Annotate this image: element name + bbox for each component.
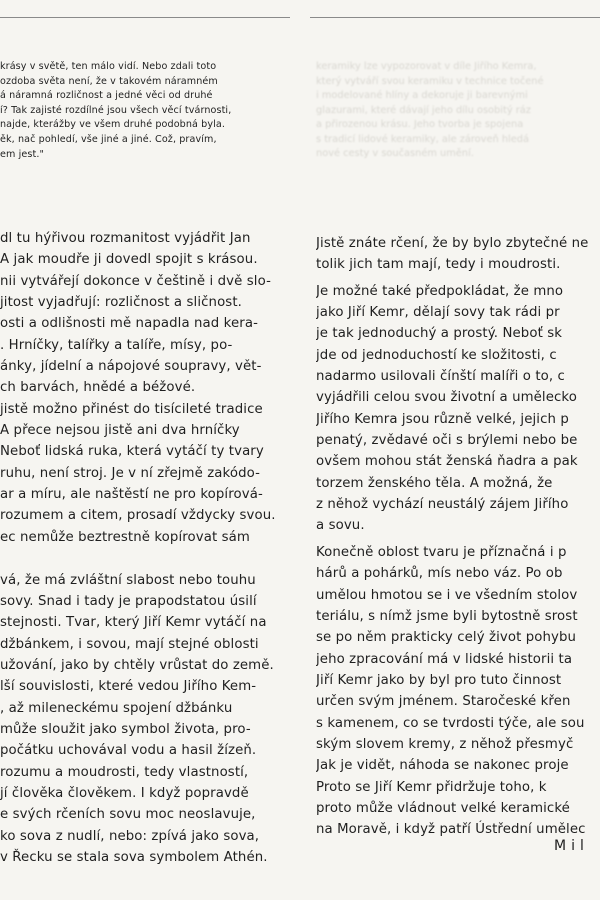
top-rule-left <box>0 17 290 18</box>
text-line: Konečně oblost tvaru je příznačná i p <box>316 544 567 560</box>
quote-line: krásy v světě, ten málo vidí. Nebo zdali toto <box>0 61 217 72</box>
bleed-line: s tradicí lidové keramiky, ale zároveň hledá <box>316 133 529 145</box>
quote-line: em jest." <box>0 148 44 160</box>
text-line: teriálu, s nímž jsme byli bytostně srost <box>316 608 578 624</box>
text-line <box>0 548 300 569</box>
text-line: rozumem a citem, prosadí vždycky svou. <box>0 508 276 524</box>
text-line: e svých rčeních sovu moc neoslavuje, <box>0 807 256 823</box>
text-line: Proto se Jiří Kemr přidržuje toho, k <box>316 779 547 795</box>
text-line: s kamenem, co se tvrdosti týče, ale sou <box>316 715 585 731</box>
text-line: osti a odlišnosti mě napadla nad kera- <box>0 316 258 332</box>
quote-line: í? Tak zajisté rozdílné jsou všech věcí tvárnosti, <box>0 104 232 116</box>
text-line: dl tu hýřivou rozmanitost vyjádřit Jan <box>0 231 251 246</box>
text-line: jako Jiří Kemr, dělají sovy tak rádi pr <box>316 305 560 321</box>
text-line: tolik jich tam mají, tedy i moudrosti. <box>316 257 561 273</box>
text-line: Neboť lidská ruka, která vytáčí ty tvary <box>0 444 264 460</box>
text-line: rozumu a moudrosti, tedy vlastností, <box>0 764 249 780</box>
bleed-line: a přirozenou krásu. Jeho tvorba je spojena <box>316 119 524 130</box>
text-line: vá, že má zvláštní slabost nebo touhu <box>0 572 256 588</box>
text-line: stejnosti. Tvar, který Jiří Kemr vytáčí na <box>0 615 267 631</box>
text-line: a sovu. <box>316 518 365 534</box>
text-line: se po něm prakticky celý život pohybu <box>316 630 577 646</box>
text-line: umělou hmotou se i ve všedním stolov <box>316 587 578 603</box>
text-line: ec nemůže beztrestně kopírovat sám <box>0 529 250 545</box>
top-rule-right <box>310 17 600 18</box>
text-line: Jistě znáte rčení, že by bylo zbytečné ne <box>316 236 589 251</box>
right-text-column <box>316 233 600 841</box>
quote-line: á náramná rozličnost a jedné věci od druhé <box>0 90 213 102</box>
text-line: vyjádřili celou svou životní a umělecko <box>316 390 577 406</box>
left-text-column <box>0 228 300 868</box>
text-line: ar a míru, ale naštěstí ne pro kopírová- <box>0 487 263 503</box>
text-line: ským slovem kremy, z něhož přesmyč <box>316 736 574 752</box>
text-line: . Hrníčky, talířky a talíře, mísy, po- <box>0 337 233 353</box>
text-line: v Řecku se stala sova symbolem Athén. <box>0 849 268 865</box>
bleed-line: glazurami, které dávají jeho dílu osobitý ráz <box>316 104 531 116</box>
bleed-line: i modelované hlíny a dekoruje ji barevnými <box>316 90 528 101</box>
text-line: jitost vyjadřují: rozličnost a sličnost. <box>0 295 242 311</box>
text-line: Jak je vidět, náhoda se nakonec proje <box>316 758 569 774</box>
quote-block <box>0 60 300 162</box>
text-line: torzem ženského těla. A možná, že <box>316 475 553 491</box>
quote-line: najde, kterážby ve všem druhé podobná byla. <box>0 119 226 131</box>
text-line: , až mileneckému spojení džbánku <box>0 700 233 716</box>
bleed-through-text <box>316 60 600 190</box>
text-line: lší souvislosti, které vedou Jiřího Kem- <box>0 679 257 695</box>
text-line: z něhož vychází neustálý zájem Jiřího <box>316 497 569 513</box>
bleed-line: nové cesty v současném umění. <box>316 148 474 159</box>
text-line: na Moravě, i když patří Ústřední umělec <box>316 822 586 838</box>
text-line: ruhu, není stroj. Je v ní zřejmě zakódo- <box>0 465 261 481</box>
text-line: nii vytvářejí dokonce v češtině i dvě slo- <box>0 273 271 289</box>
text-line: ovšem mohou stát ženská ňadra a pak <box>316 454 578 470</box>
text-line: nadarmo usilovali čínští malíři o to, c <box>316 369 565 385</box>
bleed-line: keramiky lze vypozorovat v díle Jiřího Kemra, <box>316 61 537 72</box>
text-line: jí člověka člověkem. I když popravdě <box>0 785 249 801</box>
quote-line: ozdoba světa není, že v takovém náramném <box>0 75 218 87</box>
text-line: A jak moudře ji dovedl spojit s krásou. <box>0 252 258 268</box>
text-line: určen svým jménem. Staročeské křen <box>316 694 571 710</box>
text-line: ch barvách, hnědé a béžové. <box>0 380 196 396</box>
text-line: sovy. Snad i tady je prapodstatou úsilí <box>0 593 257 609</box>
text-line: Jiřího Kemra jsou různě velké, jejich p <box>316 411 569 427</box>
author-signature: Mil <box>554 838 589 854</box>
text-line: Jiří Kemr jako by byl pro tuto činnost <box>316 672 562 688</box>
text-line: penatý, zvědavé oči s brýlemi nebo be <box>316 433 578 449</box>
text-line: ánky, jídelní a nápojové soupravy, vět- <box>0 359 262 375</box>
text-line: jeho zpracování má v lidské historii ta <box>316 651 573 667</box>
text-line: je tak jednoduchý a prostý. Neboť sk <box>316 326 563 342</box>
text-line: proto může vládnout velké keramické <box>316 800 570 816</box>
text-line: Je možné také předpokládat, že mno <box>316 283 564 299</box>
text-line: užování, jako by chtěly vrůstat do země. <box>0 657 274 673</box>
text-line: počátku uchovával vodu a hasil žízeň. <box>0 743 257 759</box>
text-line: jistě možno přinést do tisícileté tradice <box>0 401 263 417</box>
text-line: hárů a pohárků, mís nebo váz. Po ob <box>316 566 563 582</box>
text-line: A přece nejsou jistě ani dva hrníčky <box>0 423 240 439</box>
text-line: ko sova z nudlí, nebo: zpívá jako sova, <box>0 828 260 844</box>
text-line: džbánkem, i sovou, mají stejné oblosti <box>0 636 259 652</box>
quote-line: ěk, nač pohledí, vše jiné a jiné. Což, pravím, <box>0 133 217 145</box>
text-line: může sloužit jako symbol života, pro- <box>0 721 251 737</box>
text-line: jde od jednoduchostí ke složitosti, c <box>316 347 557 363</box>
bleed-line: který vytváří svou keramiku v technice točené <box>316 75 544 87</box>
